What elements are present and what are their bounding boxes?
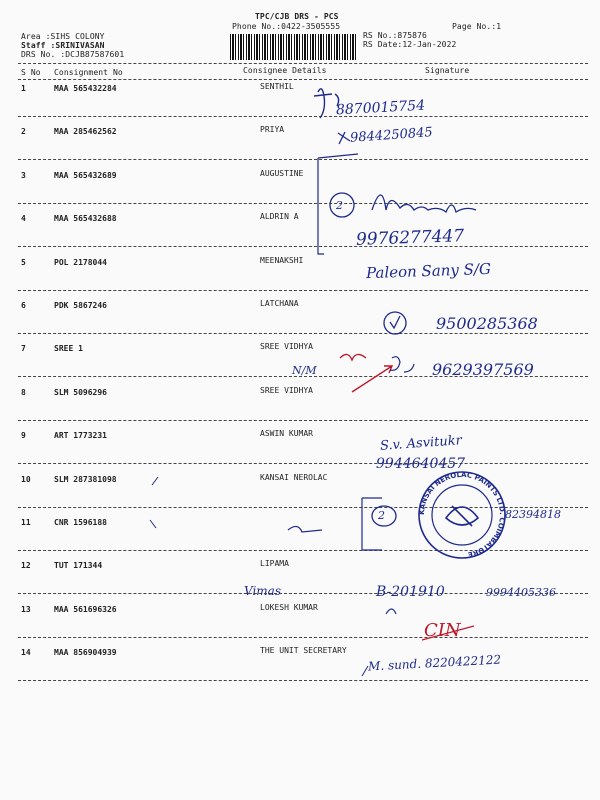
handwritten-phone-10: 82394818 <box>505 508 561 521</box>
barcode <box>230 34 358 60</box>
row-divider <box>18 333 588 334</box>
circle-mark-2 <box>384 312 406 334</box>
red-ink-mark <box>340 354 366 360</box>
row-serial-number: 8 <box>21 387 26 397</box>
row-divider <box>18 290 588 291</box>
row-consignment-number: SREE 1 <box>54 344 83 354</box>
handwritten-phone-9: 9944640457 <box>376 456 466 472</box>
handwritten-name-5: Paleon Sany S/G <box>365 259 492 283</box>
row-consignment-number: PDK 5867246 <box>54 301 107 310</box>
row-serial-number: 2 <box>21 127 26 137</box>
tick-marks <box>150 477 158 528</box>
col-sno: S No <box>21 68 41 77</box>
row-serial-number: 6 <box>21 301 26 310</box>
staff-field: Staff :SRINIVASAN <box>21 41 105 50</box>
row-consignee-name: SREE VIDHYA <box>260 385 313 395</box>
row-consignee-name: AUGUSTINE <box>260 168 304 178</box>
signature-scribble-2 <box>338 132 350 144</box>
row-divider <box>18 680 588 681</box>
row-serial-number: 3 <box>21 170 26 180</box>
row-divider <box>18 420 588 421</box>
row-divider <box>18 463 588 464</box>
handwritten-cin-13: CIN <box>424 620 461 641</box>
handwritten-name-12: Vimas <box>244 584 281 598</box>
drs-number: DRS No. :DCJB87587601 <box>21 50 125 59</box>
svg-text:KANSAI NEROLAC PAINTS LTD. COI <box>418 471 506 559</box>
row-consignment-number: SLM 287381098 <box>54 474 117 484</box>
row-serial-number: 14 <box>21 648 31 658</box>
row-consignee-name: SENTHIL <box>260 82 294 91</box>
handwritten-phone-2: 9844250845 <box>349 125 434 146</box>
row-consignee-name: LATCHANA <box>260 299 299 308</box>
column-divider <box>18 79 588 80</box>
check-mark-icon <box>390 316 400 328</box>
circle-number-2: 2 <box>378 509 385 522</box>
rs-date: RS Date:12-Jan-2022 <box>363 40 457 49</box>
row-consignment-number: ART 1773231 <box>54 431 107 441</box>
row-consignment-number: MAA 565432689 <box>54 170 117 180</box>
row-serial-number: 13 <box>21 604 31 614</box>
col-consignment: Consignment No <box>54 68 123 77</box>
row-serial-number: 11 <box>21 518 31 527</box>
signature-row-7 <box>390 357 414 372</box>
ink-stroke-14 <box>362 666 368 676</box>
row-divider <box>18 116 588 117</box>
ink-scribble-13 <box>386 609 396 614</box>
handwritten-phone-4: 9976277447 <box>355 226 465 250</box>
circle-number-1: 2 <box>336 199 343 212</box>
row-divider <box>18 507 588 508</box>
handwritten-phone-1: 8870015754 <box>335 97 426 119</box>
row-divider <box>18 637 588 638</box>
handwritten-phone-7: 9629397569 <box>432 360 534 379</box>
row-consignee-name: KANSAI NEROLAC <box>260 472 328 482</box>
handwritten-ref-12: B-201910 <box>376 584 445 600</box>
row-consignee-name: ALDRIN A <box>260 212 299 222</box>
dash-mark <box>288 526 322 532</box>
stamp-text: KANSAI NEROLAC PAINTS LTD. COIMBATORE <box>417 470 507 559</box>
row-consignment-number: MAA 285462562 <box>54 127 117 137</box>
row-consignment-number: TUT 171344 <box>54 561 103 571</box>
rs-number: RS No.:875876 <box>363 31 427 40</box>
row-consignee-name: SREE VIDHYA <box>260 342 313 352</box>
col-signature: Signature <box>425 66 470 75</box>
row-consignment-number: SLM 5096296 <box>54 387 107 397</box>
row-consignment-number: POL 2178044 <box>54 257 107 267</box>
handwritten-note-7: N/M <box>292 364 317 377</box>
handwritten-phone-6: 9500285368 <box>436 314 538 333</box>
row-consignee-name: LIPAMA <box>260 559 289 569</box>
row-consignment-number: CNR 1596188 <box>54 518 107 527</box>
row-divider <box>18 203 588 204</box>
handwritten-name-9: S.v. Asvitukr <box>379 433 463 454</box>
company-stamp <box>418 471 506 559</box>
row-serial-number: 5 <box>21 257 26 267</box>
row-serial-number: 12 <box>21 561 31 571</box>
row-consignee-name: ASWIN KUMAR <box>260 429 313 439</box>
handwritten-signature-14: M. sund. 8220422122 <box>367 652 502 674</box>
handwritten-phone-12: 9994405336 <box>486 586 556 599</box>
header-divider <box>18 63 588 64</box>
row-consignee-name: MEENAKSHI <box>260 255 304 265</box>
row-divider <box>18 550 588 551</box>
col-consignee: Consignee Details <box>243 66 327 75</box>
row-divider <box>18 159 588 160</box>
row-consignment-number: MAA 565432688 <box>54 214 117 224</box>
area-field: Area :SIHS COLONY <box>21 32 105 41</box>
row-consignment-number: MAA 565432284 <box>54 84 117 93</box>
row-serial-number: 9 <box>21 431 26 441</box>
row-serial-number: 7 <box>21 344 26 354</box>
red-arrow-icon <box>352 366 392 392</box>
row-consignment-number: MAA 561696326 <box>54 604 117 614</box>
row-consignee-name: PRIYA <box>260 125 285 135</box>
sheet-title: TPC/CJB DRS - PCS <box>255 12 339 21</box>
row-consignee-name: THE UNIT SECRETARY <box>260 646 347 656</box>
row-consignment-number: MAA 856904939 <box>54 648 117 658</box>
row-consignee-name: LOKESH KUMAR <box>260 602 318 612</box>
row-serial-number: 1 <box>21 84 26 93</box>
row-divider <box>18 246 588 247</box>
page-number: Page No.:1 <box>452 22 502 31</box>
row-serial-number: 4 <box>21 214 26 224</box>
phone-number: Phone No.:0422-3505555 <box>232 22 341 31</box>
row-serial-number: 10 <box>21 474 31 484</box>
